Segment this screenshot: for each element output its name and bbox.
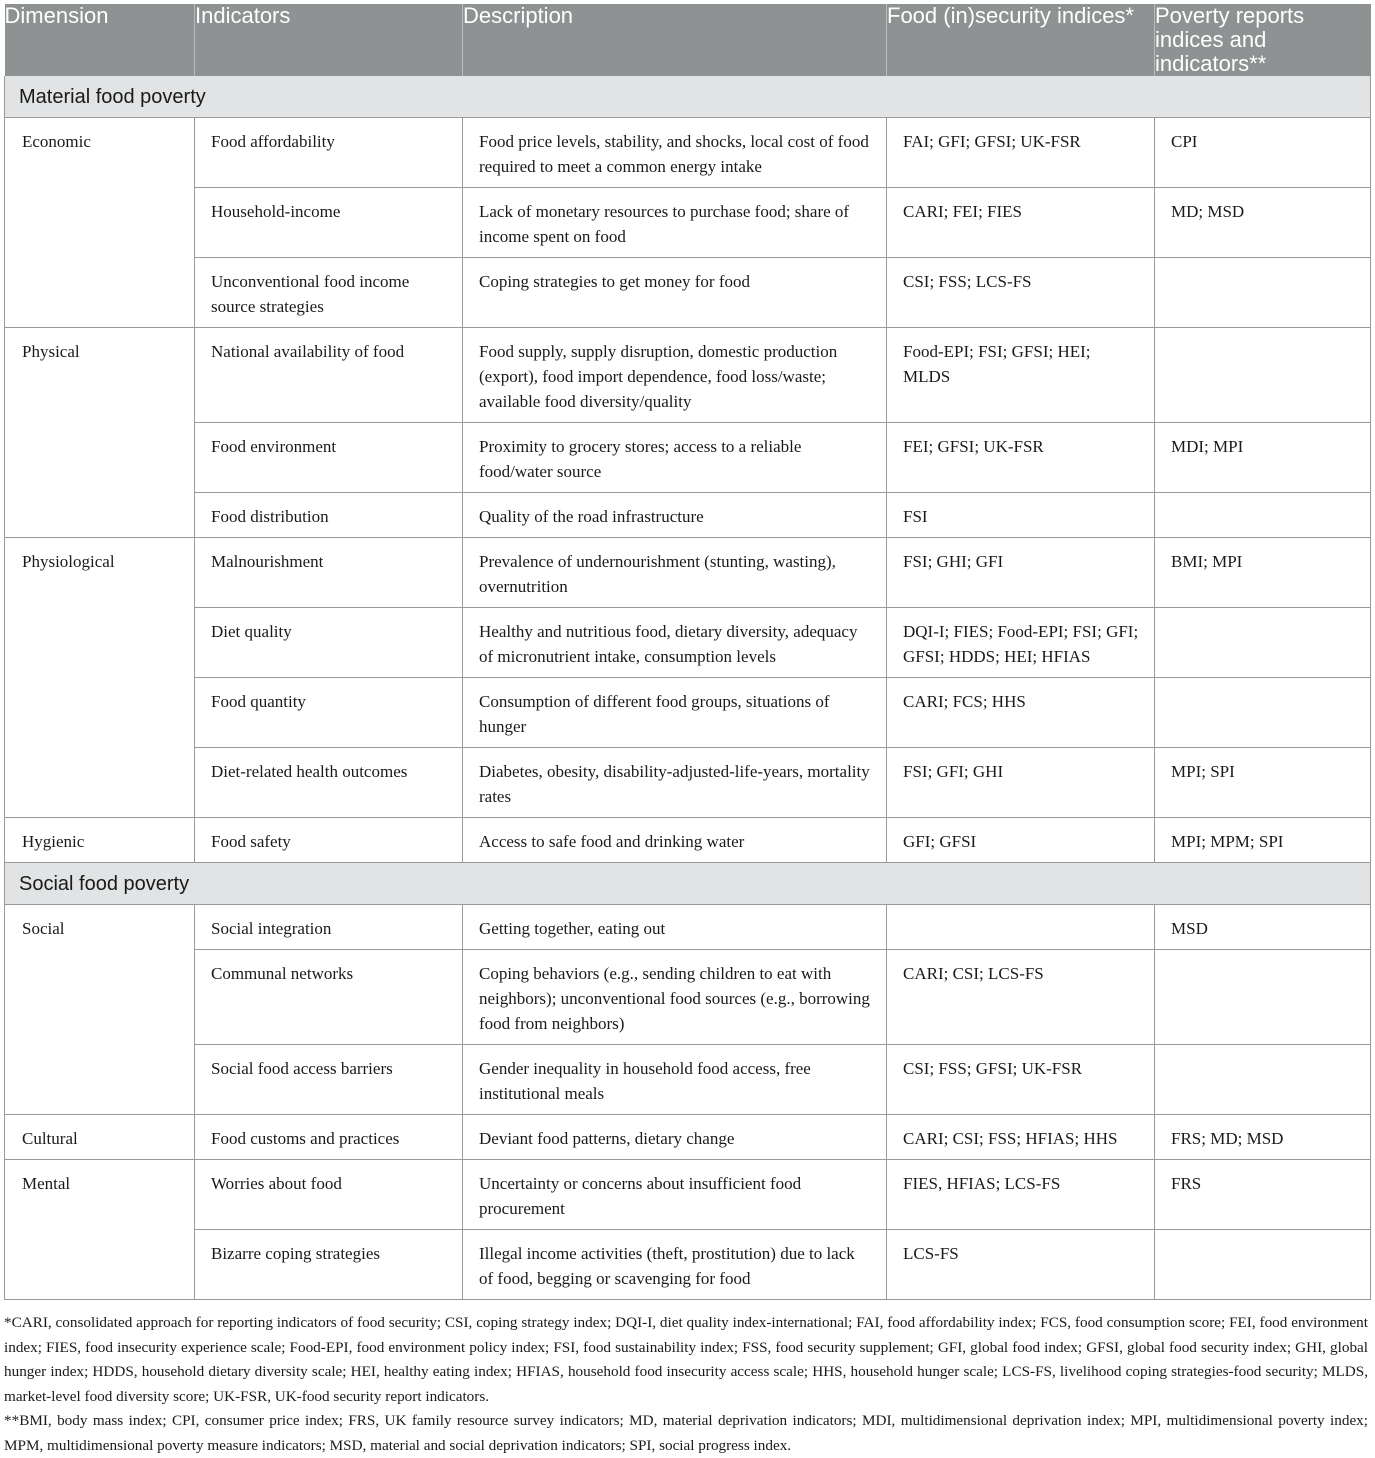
indicator-cell: Unconventional food income source strategies [195,258,463,328]
food-indices-cell: LCS-FS [887,1230,1155,1300]
indicator-cell: National availability of food [195,328,463,423]
description-cell: Illegal income activities (theft, prostitution) due to lack of food, begging or scavenging for food [463,1230,887,1300]
description-cell: Lack of monetary resources to purchase food; share of income spent on food [463,188,887,258]
poverty-indices-cell: FRS [1155,1160,1371,1230]
description-cell: Quality of the road infrastructure [463,493,887,538]
indicator-cell: Bizarre coping strategies [195,1230,463,1300]
food-indices-cell: FIES, HFIAS; LCS-FS [887,1160,1155,1230]
table-row [5,118,1371,188]
section-row [5,863,1371,905]
food-indices-cell: FSI; GFI; GHI [887,748,1155,818]
poverty-indices-cell [1155,258,1371,328]
description-cell: Uncertainty or concerns about insufficient food procurement [463,1160,887,1230]
food-indices-cell [887,905,1155,950]
poverty-indices-cell: MPI; SPI [1155,748,1371,818]
table-row [5,258,1371,328]
food-indices-cell: FSI [887,493,1155,538]
poverty-indices-cell [1155,328,1371,423]
food-indices-cell: FAI; GFI; GFSI; UK-FSR [887,118,1155,188]
indicator-cell: Diet quality [195,608,463,678]
table-body [5,76,1371,1300]
indicators-table [4,4,1371,1300]
dimension-cell: Physiological [5,538,195,818]
table-row [5,1045,1371,1115]
indicator-cell: Social integration [195,905,463,950]
poverty-indices-cell: MPI; MPM; SPI [1155,818,1371,863]
food-indices-cell: FSI; GHI; GFI [887,538,1155,608]
description-cell: Access to safe food and drinking water [463,818,887,863]
poverty-indices-cell [1155,493,1371,538]
description-cell: Food price levels, stability, and shocks, local cost of food required to meet a common energy intake [463,118,887,188]
indicator-cell: Household-income [195,188,463,258]
indicator-cell: Social food access barriers [195,1045,463,1115]
indicator-cell: Food environment [195,423,463,493]
header-dimension: Dimension [5,4,195,76]
poverty-indices-cell [1155,1230,1371,1300]
table-row [5,1230,1371,1300]
table-row [5,328,1371,423]
description-cell: Prevalence of undernourishment (stunting, wasting), overnutrition [463,538,887,608]
food-indices-cell: GFI; GFSI [887,818,1155,863]
footnote-poverty-indices: **BMI, body mass index; CPI, consumer price index; FRS, UK family resource survey indicators; MD, material deprivation indicators; MDI, multidimensional deprivation index; MPI, multidimensional poverty index; MPM, multidimensional poverty measure indicators; MSD, material and social deprivation indicators; SPI, social progress index. [4,1412,1368,1454]
food-indices-cell: Food-EPI; FSI; GFSI; HEI; MLDS [887,328,1155,423]
dimension-cell: Mental [5,1160,195,1300]
food-indices-cell: DQI-I; FIES; Food-EPI; FSI; GFI; GFSI; HDDS; HEI; HFIAS [887,608,1155,678]
food-indices-cell: CARI; CSI; LCS-FS [887,950,1155,1045]
dimension-cell: Hygienic [5,818,195,863]
section-title: Material food poverty [5,76,1371,118]
indicator-cell: Food affordability [195,118,463,188]
footnote-food-indices: *CARI, consolidated approach for reporting indicators of food security; CSI, coping strategy index; DQI-I, diet quality index-international; FAI, food affordability index; FCS, food consumption score; FEI, food environment index; FIES, food insecurity experience scale; Food-EPI, food environment policy index; FSI, food sustainability index; FSS, food security supplement; GFI, global food index; GFSI, global food security index; GHI, global hunger index; HDDS, household dietary diversity scale; HEI, healthy eating index; HFIAS, household food insecurity access scale; HHS, household hunger scale; LCS-FS, livelihood coping strategies-food security; MLDS, market-level food diversity score; UK-FSR, UK-food security report indicators. [4,1314,1368,1405]
indicator-cell: Food distribution [195,493,463,538]
indicator-cell: Diet-related health outcomes [195,748,463,818]
header-poverty-indices: Poverty reports indices and indicators** [1155,4,1371,76]
table-row [5,188,1371,258]
poverty-indices-cell: BMI; MPI [1155,538,1371,608]
table-row [5,1160,1371,1230]
description-cell: Coping strategies to get money for food [463,258,887,328]
table-row [5,678,1371,748]
description-cell: Consumption of different food groups, situations of hunger [463,678,887,748]
header-description: Description [463,4,887,76]
table-row [5,950,1371,1045]
poverty-indices-cell: MSD [1155,905,1371,950]
table-row [5,1115,1371,1160]
section-title: Social food poverty [5,863,1371,905]
table-row [5,423,1371,493]
poverty-indices-cell [1155,950,1371,1045]
indicator-cell: Food safety [195,818,463,863]
dimension-cell: Social [5,905,195,1115]
indicator-cell: Food customs and practices [195,1115,463,1160]
poverty-indices-cell: CPI [1155,118,1371,188]
description-cell: Deviant food patterns, dietary change [463,1115,887,1160]
dimension-cell: Physical [5,328,195,538]
description-cell: Proximity to grocery stores; access to a reliable food/water source [463,423,887,493]
poverty-indices-cell: MDI; MPI [1155,423,1371,493]
food-indices-cell: CARI; FCS; HHS [887,678,1155,748]
description-cell: Gender inequality in household food access, free institutional meals [463,1045,887,1115]
section-row [5,76,1371,118]
table-row [5,493,1371,538]
food-indices-cell: CARI; CSI; FSS; HFIAS; HHS [887,1115,1155,1160]
footnotes [4,1311,1368,1458]
dimension-cell: Cultural [5,1115,195,1160]
poverty-indices-cell [1155,678,1371,748]
description-cell: Diabetes, obesity, disability-adjusted-life-years, mortality rates [463,748,887,818]
table-row [5,818,1371,863]
indicator-cell: Communal networks [195,950,463,1045]
table-row [5,608,1371,678]
indicator-cell: Malnourishment [195,538,463,608]
header-food-indices: Food (in)security indices* [887,4,1155,76]
description-cell: Getting together, eating out [463,905,887,950]
table-row [5,748,1371,818]
table-row [5,905,1371,950]
food-indices-cell: CARI; FEI; FIES [887,188,1155,258]
poverty-indices-cell [1155,1045,1371,1115]
food-indices-cell: CSI; FSS; LCS-FS [887,258,1155,328]
table-row [5,538,1371,608]
description-cell: Healthy and nutritious food, dietary diversity, adequacy of micronutrient intake, consumption levels [463,608,887,678]
food-indices-cell: FEI; GFSI; UK-FSR [887,423,1155,493]
poverty-indices-cell: MD; MSD [1155,188,1371,258]
description-cell: Coping behaviors (e.g., sending children to eat with neighbors); unconventional food sources (e.g., borrowing food from neighbors) [463,950,887,1045]
poverty-indices-cell [1155,608,1371,678]
table-header [5,4,1371,76]
indicator-cell: Worries about food [195,1160,463,1230]
header-indicators: Indicators [195,4,463,76]
indicator-cell: Food quantity [195,678,463,748]
food-indices-cell: CSI; FSS; GFSI; UK-FSR [887,1045,1155,1115]
poverty-indices-cell: FRS; MD; MSD [1155,1115,1371,1160]
dimension-cell: Economic [5,118,195,328]
description-cell: Food supply, supply disruption, domestic production (export), food import dependence, food loss/waste; available food diversity/quality [463,328,887,423]
